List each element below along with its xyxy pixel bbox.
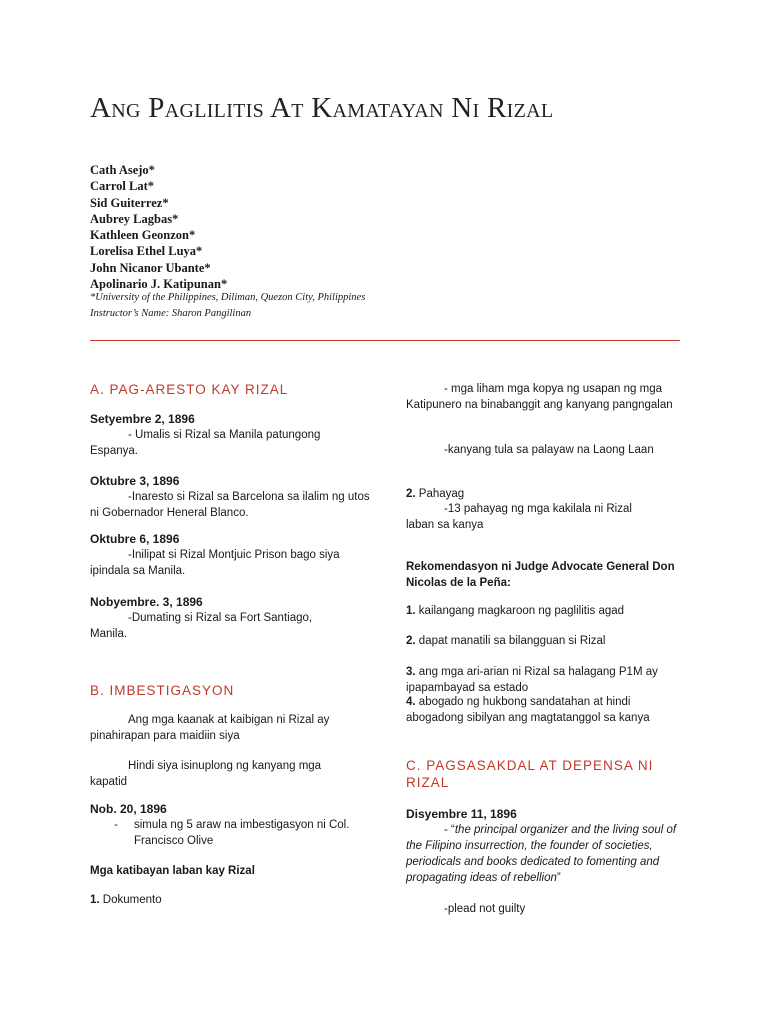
subheading: Rekomendasyon ni Judge Advocate General Don Nicolas de la Peña: [406, 561, 675, 589]
author-list [90, 162, 227, 292]
author: Kathleen Geonzon* [90, 228, 196, 243]
paragraph: Hindi siya isinuplong ng kanyang mga kapatid [90, 760, 322, 788]
list-item: 3. ang mga ari-arian ni Rizal sa halagang P1M ay ipapambayad sa estado [406, 666, 658, 694]
event-date: Nob. 20, 1896 [90, 802, 167, 816]
section-heading-b: B. IMBESTIGASYON [90, 683, 235, 698]
paragraph: - mga liham mga kopya ng usapan ng mga Katipunero na binabanggit ang kanyang pangngalan [406, 383, 673, 411]
event-text: simula ng 5 araw na imbestigasyon ni Col. Francisco Olive [134, 819, 350, 847]
event-text: -Inaresto si Rizal sa Barcelona sa ilalim ng utos ni Gobernador Heneral Blanco. [90, 491, 370, 519]
quote-text: - “the principal organizer and the living soul of the Filipino insurrection, the founder of societies, periodicals and books dedicated to fomenting and propagating ideas of rebellion” [406, 824, 677, 884]
author: John Nicanor Ubante* [90, 260, 211, 275]
section-heading-c: C. PAGSASAKDAL AT DEPENSA NI RIZAL [406, 758, 654, 790]
author: Cath Asejo* [90, 163, 155, 177]
event-text: -Inilipat si Rizal Montjuic Prison bago siya ipindala sa Manila. [90, 549, 340, 577]
paragraph: Ang mga kaanak at kaibigan ni Rizal ay pinahirapan para maidiin siya [90, 714, 330, 742]
author: Aubrey Lagbas* [90, 211, 179, 226]
title-divider [90, 340, 680, 341]
list-item: 2. Pahayag [406, 488, 465, 500]
event-date: Oktubre 3, 1896 [90, 474, 180, 488]
paragraph: -kanyang tula sa palayaw na Laong Laan [444, 444, 654, 456]
affiliation: *University of the Philippines, Diliman, Quezon City, Philippines [90, 292, 366, 303]
event-date: Disyembre 11, 1896 [406, 807, 517, 821]
event-text: -Dumating si Rizal sa Fort Santiago, Manila. [90, 612, 313, 640]
event-date: Nobyembre. 3, 1896 [90, 595, 203, 609]
paper-title: Ang Paglilitis At Kamatayan Ni Rizal [90, 92, 554, 124]
instructor-name: Instructor’s Name: Sharon Pangilinan [90, 308, 252, 319]
author: Carrol Lat* [90, 179, 154, 194]
list-item: 4. abogado ng hukbong sandatahan at hindi abogadong sibilyan ang magtatanggol sa kanya [406, 696, 650, 724]
paragraph: -plead not guilty [444, 903, 526, 915]
section-heading-a: A. PAG-ARESTO KAY RIZAL [90, 382, 289, 397]
paragraph: -13 pahayag ng mga kakilala ni Rizal laban sa kanya [406, 503, 632, 531]
event-date: Oktubre 6, 1896 [90, 532, 180, 546]
list-dash: - [114, 819, 118, 831]
list-item: 2. dapat manatili sa bilangguan si Rizal [406, 635, 606, 647]
event-text: - Umalis si Rizal sa Manila patungong Espanya. [90, 429, 321, 457]
author: Sid Guiterrez* [90, 195, 169, 210]
author: Apolinario J. Katipunan* [90, 277, 228, 292]
event-date: Setyembre 2, 1896 [90, 412, 195, 426]
subheading: Mga katibayan laban kay Rizal [90, 865, 255, 877]
author: Lorelisa Ethel Luya* [90, 244, 203, 259]
list-item: 1. Dokumento [90, 894, 162, 906]
list-item: 1. kailangang magkaroon ng paglilitis agad [406, 605, 625, 617]
